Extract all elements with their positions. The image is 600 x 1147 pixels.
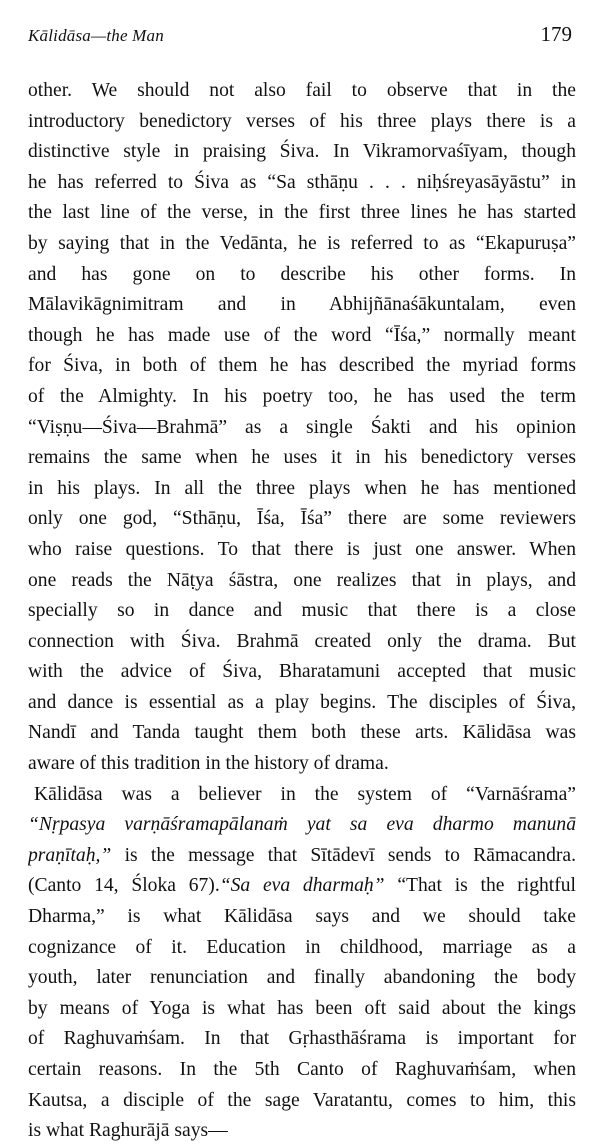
text-line: Nandī and Tanda taught them both these arts. Kālidāsa was (28, 722, 576, 744)
text-run: is the message that Sītādevī sends to Rāmacandra. (111, 844, 576, 866)
text-line: other. We should not also fail to observe that in the (28, 80, 576, 101)
sanskrit-quote: “Sa eva dharmaḥ” (219, 875, 385, 897)
text-line (28, 871, 576, 902)
text-line: distinctive style in praising Śiva. In Vikramorvaśīyam, though (28, 141, 576, 163)
text-line: with the advice of Śiva, Bharatamuni accepted that music (28, 661, 576, 683)
text-line (28, 841, 576, 872)
text-line: Kālidāsa was a believer in the system of “Varnāśrama” (34, 783, 576, 805)
page-header (28, 20, 572, 50)
sanskrit-quote: “Nṛpasya varṇāśramapālanaṁ yat sa eva dharmo manunā (28, 814, 576, 836)
text-line (28, 810, 576, 841)
text-line: Dharma,” is what Kālidāsa says and we should take (28, 906, 576, 928)
text-line: connection with Śiva. Brahmā created only the drama. But (28, 630, 576, 652)
page-number: 179 (540, 22, 572, 46)
text-line: Mālavikāgnimitram and in Abhijñānaśākuntalam, even (28, 294, 576, 316)
text-run: “That is the rightful (384, 875, 576, 897)
text-line: aware of this tradition in the history of drama. (28, 753, 389, 775)
text-line: for Śiva, in both of them he has described the myriad forms (28, 355, 576, 377)
text-line: in his plays. In all the three plays when he has mentioned (28, 477, 576, 499)
text-line: by saying that in the Vedānta, he is referred to as “Ekapuruṣa” (28, 232, 576, 254)
text-line: cognizance of it. Education in childhood, marriage as a (28, 936, 576, 958)
text-line: the last line of the verse, in the first three lines he has started (28, 202, 576, 224)
text-line: introductory benedictory verses of his three plays there is a (28, 110, 576, 132)
text-line: who raise questions. To that there is just one answer. When (28, 538, 576, 560)
paragraph-2 (28, 780, 576, 1147)
text-line: specially so in dance and music that there is a close (28, 600, 576, 622)
text-line: though he has made use of the word “Īśa,” normally meant (28, 324, 576, 346)
text-line: remains the same when he uses it in his benedictory verses (28, 447, 576, 469)
citation: (Canto 14, Śloka 67). (28, 875, 220, 897)
running-head: Kālidāsa—the Man (28, 26, 164, 45)
text-line: one reads the Nāṭya śāstra, one realizes that in plays, and (28, 569, 576, 591)
text-line: “Viṣṇu—Śiva—Brahmā” as a single Śakti and his opinion (28, 416, 576, 438)
text-line: youth, later renunciation and finally abandoning the body (28, 967, 576, 989)
text-line: only one god, “Sthāṇu, Īśa, Īśa” there are some reviewers (28, 508, 576, 530)
sanskrit-quote: praṇītaḥ,” (28, 844, 112, 866)
body-text (28, 76, 576, 1147)
paragraph-1 (28, 76, 576, 780)
text-line: he has referred to Śiva as “Sa sthāṇu . . . niḥśreyasāyāstu” in (28, 171, 576, 193)
text-line: certain reasons. In the 5th Canto of Raghuvaṁśam, when (28, 1059, 576, 1080)
text-line: of the Almighty. In his poetry too, he has used the term (28, 385, 576, 407)
text-line: and has gone on to describe his other forms. In (28, 263, 576, 285)
text-line: by means of Yoga is what has been oft said about the kings (28, 997, 576, 1019)
text-line: and dance is essential as a play begins. The disciples of Śiva, (28, 691, 576, 713)
text-line: is what Raghurājā says— (28, 1120, 228, 1142)
text-line: Kautsa, a disciple of the sage Varatantu, comes to him, this (28, 1089, 576, 1111)
text-line: of Raghuvaṁśam. In that Gṛhasthāśrama is important for (28, 1028, 576, 1050)
